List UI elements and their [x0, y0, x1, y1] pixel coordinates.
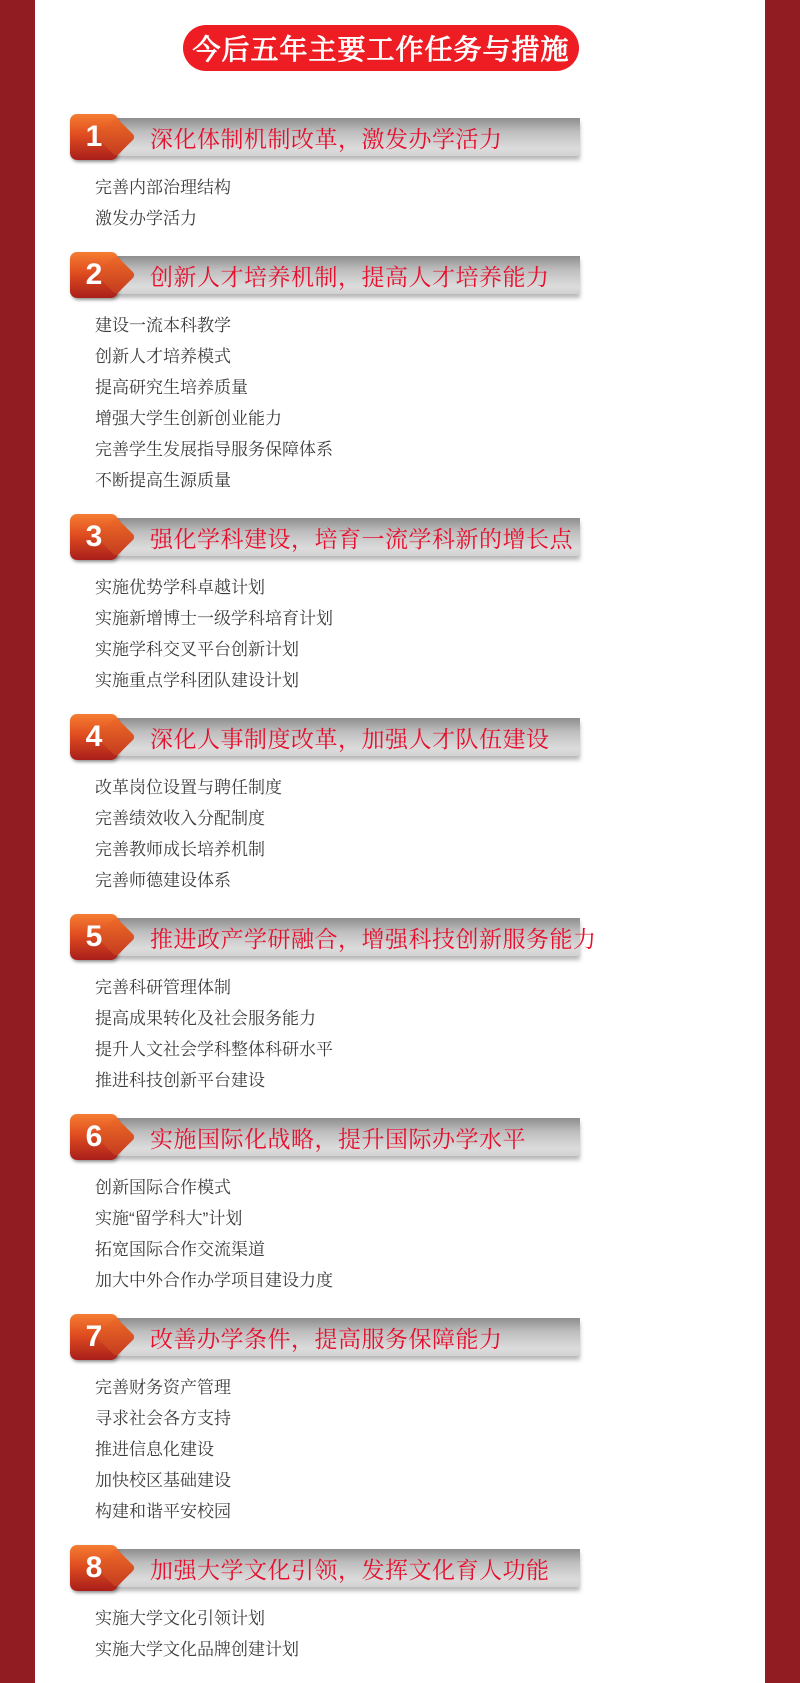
section-number-badge — [70, 114, 118, 160]
section-header-bar — [77, 1118, 580, 1156]
section-header — [72, 118, 580, 156]
sections-container — [35, 118, 765, 1665]
list-item: 实施“留学科大”计划 — [95, 1209, 243, 1228]
section — [35, 256, 765, 496]
list-item: 完善内部治理结构 — [95, 178, 231, 197]
list-item: 完善师德建设体系 — [95, 871, 231, 890]
section-title: 深化人事制度改革，加强人才队伍建设 — [150, 725, 550, 752]
section-header-bar — [77, 256, 580, 294]
list-item: 完善教师成长培养机制 — [95, 840, 265, 859]
section-number: 4 — [85, 720, 103, 753]
section-header — [72, 1118, 580, 1156]
section-number: 3 — [85, 520, 103, 553]
list-item: 提高研究生培养质量 — [95, 378, 248, 397]
list-item: 实施大学文化品牌创建计划 — [95, 1640, 299, 1659]
section-item-list — [35, 972, 765, 1096]
section-title: 改善办学条件，提高服务保障能力 — [150, 1325, 503, 1352]
section-title: 强化学科建设，培育一流学科新的增长点 — [150, 525, 573, 552]
section-number-badge — [70, 914, 118, 960]
list-item: 增强大学生创新创业能力 — [95, 409, 282, 428]
list-item: 加快校区基础建设 — [95, 1471, 231, 1490]
list-item: 实施学科交叉平台创新计划 — [95, 640, 299, 659]
section — [35, 1549, 765, 1665]
section-header-bar — [77, 118, 580, 156]
section-title: 深化体制机制改革，激发办学活力 — [150, 125, 503, 152]
list-item: 激发办学活力 — [95, 209, 197, 228]
list-item: 推进信息化建设 — [95, 1440, 214, 1459]
section-item-list — [35, 1603, 765, 1665]
section-header — [72, 1318, 580, 1356]
list-item: 实施重点学科团队建设计划 — [95, 671, 299, 690]
section-number: 7 — [85, 1320, 103, 1353]
section-item-list — [35, 172, 765, 234]
section-number-badge — [70, 1114, 118, 1160]
section-header-bar — [77, 1318, 580, 1356]
section-title: 推进政产学研融合，增强科技创新服务能力 — [150, 925, 597, 952]
left-border — [0, 0, 35, 1683]
content-area — [35, 0, 765, 1683]
section-number-badge — [70, 1545, 118, 1591]
section-header — [72, 518, 580, 556]
section — [35, 1118, 765, 1296]
list-item: 建设一流本科教学 — [95, 316, 231, 335]
section-item-list — [35, 1372, 765, 1527]
section-header — [72, 1549, 580, 1587]
section-item-list — [35, 772, 765, 896]
list-item: 构建和谐平安校园 — [95, 1502, 231, 1521]
page-title: 今后五年主要工作任务与措施 — [192, 35, 570, 66]
section-number: 5 — [85, 920, 103, 953]
section — [35, 918, 765, 1096]
list-item: 实施新增博士一级学科培育计划 — [95, 609, 333, 628]
list-item: 改革岗位设置与聘任制度 — [95, 778, 282, 797]
section-item-list — [35, 572, 765, 696]
section-title: 创新人才培养机制，提高人才培养能力 — [150, 263, 550, 290]
list-item: 完善绩效收入分配制度 — [95, 809, 265, 828]
section-number: 1 — [85, 120, 103, 153]
section-item-list — [35, 1172, 765, 1296]
list-item: 实施优势学科卓越计划 — [95, 578, 265, 597]
section-number: 8 — [85, 1551, 103, 1584]
list-item: 实施大学文化引领计划 — [95, 1609, 265, 1628]
list-item: 创新国际合作模式 — [95, 1178, 231, 1197]
section-number: 2 — [85, 258, 103, 291]
section-header — [72, 718, 580, 756]
section-title: 加强大学文化引领，发挥文化育人功能 — [150, 1556, 550, 1583]
section-header — [72, 918, 597, 956]
list-item: 拓宽国际合作交流渠道 — [95, 1240, 265, 1259]
section — [35, 718, 765, 896]
section-header-bar — [77, 918, 597, 956]
list-item: 提高成果转化及社会服务能力 — [95, 1009, 316, 1028]
list-item: 推进科技创新平台建设 — [95, 1071, 265, 1090]
section-title: 实施国际化战略，提升国际办学水平 — [150, 1125, 526, 1152]
list-item: 寻求社会各方支持 — [95, 1409, 231, 1428]
section-number-badge — [70, 514, 118, 560]
list-item: 加大中外合作办学项目建设力度 — [95, 1271, 333, 1290]
section-item-list — [35, 310, 765, 496]
section-number-badge — [70, 1314, 118, 1360]
section-header-bar — [77, 518, 580, 556]
page-title-banner — [183, 25, 579, 71]
list-item: 完善学生发展指导服务保障体系 — [95, 440, 333, 459]
right-border — [765, 0, 800, 1683]
section — [35, 118, 765, 234]
section — [35, 518, 765, 696]
list-item: 完善科研管理体制 — [95, 978, 231, 997]
section-header-bar — [77, 1549, 580, 1587]
list-item: 提升人文社会学科整体科研水平 — [95, 1040, 333, 1059]
section-number-badge — [70, 714, 118, 760]
section-number: 6 — [85, 1120, 103, 1153]
list-item: 创新人才培养模式 — [95, 347, 231, 366]
section — [35, 1318, 765, 1527]
section-number-badge — [70, 252, 118, 298]
section-header — [72, 256, 580, 294]
list-item: 不断提高生源质量 — [95, 471, 231, 490]
section-header-bar — [77, 718, 580, 756]
list-item: 完善财务资产管理 — [95, 1378, 231, 1397]
